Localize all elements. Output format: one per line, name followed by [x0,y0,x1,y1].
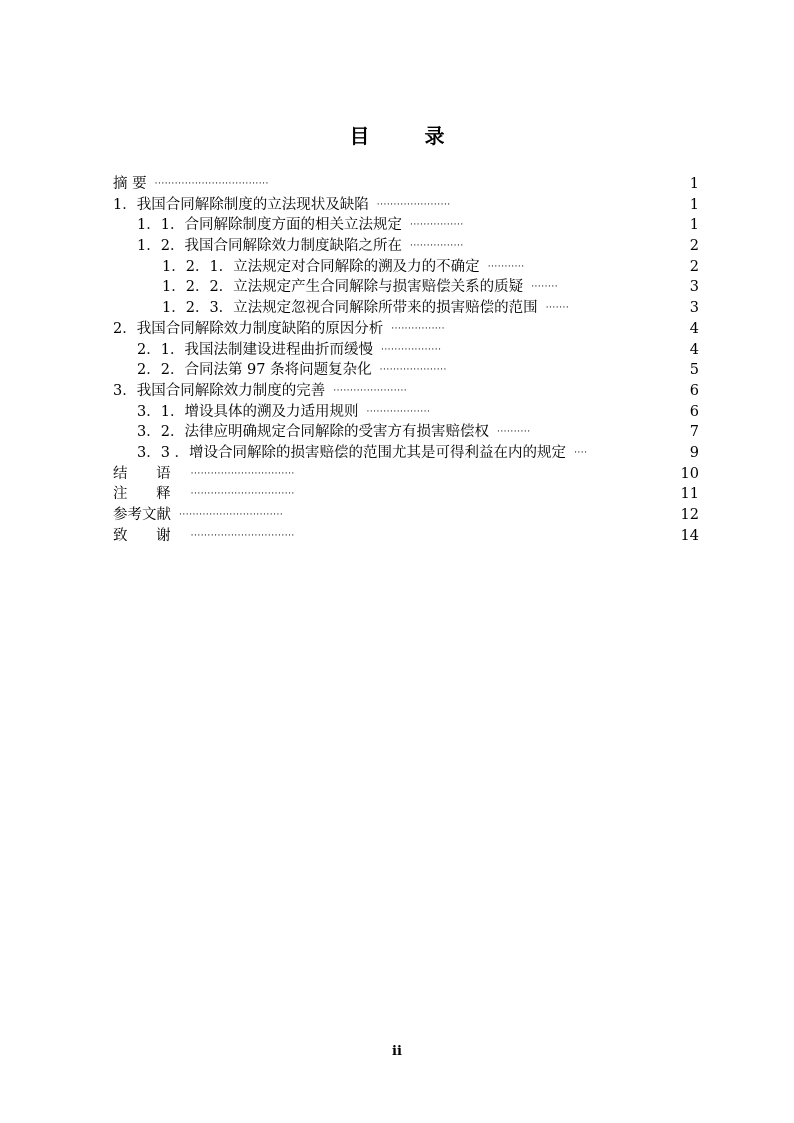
toc-entry-label: 3．1．增设具体的溯及力适用规则 [137,403,359,420]
toc-leader-dots: ······························· [190,468,295,479]
toc-entry[interactable] [113,257,699,278]
toc-page-number: 4 [689,320,699,337]
toc-entry[interactable] [113,340,699,361]
toc-entry[interactable] [113,422,699,443]
toc-entry[interactable] [113,215,699,236]
toc-page-number: 7 [689,424,699,441]
toc-leader-dots: ················ [409,241,464,252]
toc-page-number: 3 [689,279,699,296]
toc-page-number: 2 [689,238,699,255]
toc-page-number: 1 [689,176,699,192]
toc-leader-dots: ········ [531,282,559,293]
toc-entry-label: 注 释 [113,486,183,503]
toc-entry-label: 2．1．我国法制建设进程曲折而缓慢 [137,341,373,358]
toc-entry[interactable] [113,381,699,402]
toc-entry[interactable] [113,174,699,195]
toc-entry[interactable] [113,277,699,298]
toc-leader-dots: ·········· [496,427,531,438]
toc-page-number: 14 [680,527,699,544]
toc-page-number: 1 [689,217,699,234]
toc-leader-dots: ······························· [179,510,284,520]
page-title: 目 录 [349,124,469,148]
table-of-contents [113,174,699,546]
page-number-footer: ii [392,1044,402,1059]
toc-page-number: 5 [689,362,699,379]
toc-entry-label: 摘 要 [113,176,147,192]
toc-entry-label: 1．我国合同解除制度的立法现状及缺陷 [113,196,369,213]
toc-leader-dots: ·································· [154,179,269,189]
toc-page-number: 1 [689,196,699,213]
toc-entry[interactable] [113,195,699,216]
toc-entry-label: 参考文献 [113,507,171,523]
toc-entry-label: 3．2．法律应明确规定合同解除的受害方有损害赔偿权 [137,424,489,441]
toc-entry[interactable] [113,505,699,526]
toc-entry-label: 3．3 ．增设合同解除的损害赔偿的范围尤其是可得利益在内的规定 [137,444,567,461]
toc-leader-dots: ·················· [380,344,442,355]
toc-entry[interactable] [113,484,699,505]
toc-page-number: 6 [689,403,699,420]
toc-page-number: 11 [680,486,699,503]
toc-page-number: 10 [680,465,699,482]
toc-leader-dots: ······················ [333,385,408,396]
toc-page-number: 12 [680,507,699,523]
toc-leader-dots: ······················ [376,199,451,210]
toc-entry[interactable] [113,298,699,319]
toc-entry-label: 1．2．3．立法规定忽视合同解除所带来的损害赔偿的范围 [162,300,538,317]
toc-entry-label: 1．2．我国合同解除效力制度缺陷之所在 [137,238,402,255]
toc-entry-label: 1．1．合同解除制度方面的相关立法规定 [137,217,402,234]
toc-page-number: 3 [689,300,699,317]
toc-leader-dots: ··················· [366,406,431,417]
toc-leader-dots: ···· [574,447,588,458]
toc-leader-dots: ··········· [487,261,525,272]
toc-entry[interactable] [113,464,699,485]
toc-leader-dots: ······························· [190,489,295,500]
toc-entry[interactable] [113,443,699,464]
toc-leader-dots: ················ [409,220,464,231]
toc-entry[interactable] [113,236,699,257]
toc-leader-dots: ······· [545,303,570,314]
toc-entry[interactable] [113,402,699,423]
toc-page-number: 2 [689,258,699,275]
toc-entry[interactable] [113,360,699,381]
toc-entry-label: 1．2．2．立法规定产生合同解除与损害赔偿关系的质疑 [162,279,524,296]
toc-entry[interactable] [113,526,699,547]
toc-entry-label: 致 谢 [113,527,183,544]
toc-page-number: 6 [689,382,699,399]
toc-entry-label: 2．2．合同法第 97 条将问题复杂化 [137,362,372,379]
toc-entry-label: 结 语 [113,465,183,482]
toc-leader-dots: ···················· [379,365,447,376]
toc-page-number: 4 [689,341,699,358]
toc-entry-label: 1．2．1．立法规定对合同解除的溯及力的不确定 [162,258,480,275]
toc-entry[interactable] [113,319,699,340]
toc-leader-dots: ················ [391,323,446,334]
toc-entry-label: 2．我国合同解除效力制度缺陷的原因分析 [113,320,384,337]
toc-entry-label: 3．我国合同解除效力制度的完善 [113,382,326,399]
toc-page-number: 9 [689,444,699,461]
toc-leader-dots: ······························· [190,530,295,541]
